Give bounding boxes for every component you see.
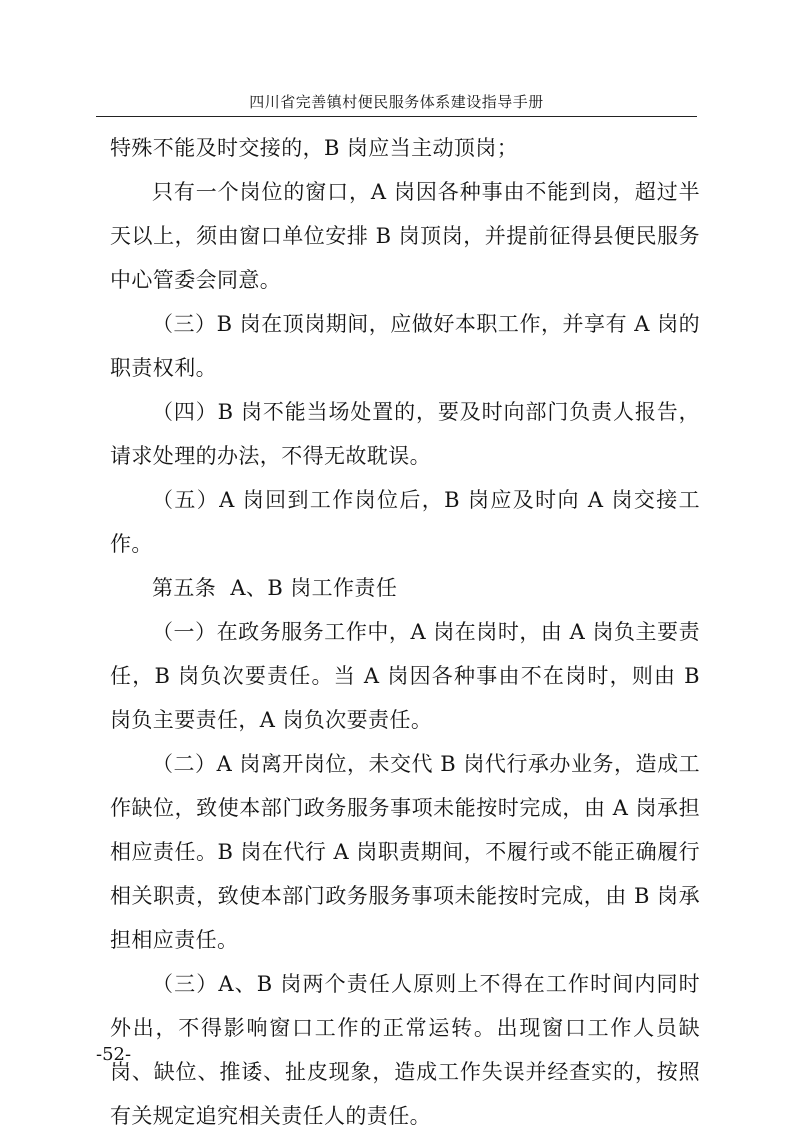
paragraph-responsibility-1: （一）在政务服务工作中，A 岗在岗时，由 A 岗负主要责任，B 岗负次要责任。当 A 岗因各种事由不在岗时，则由 B 岗负主要责任，A 岗负次要责任。 bbox=[110, 620, 700, 732]
paragraph-item-5: （五）A 岗回到工作岗位后，B 岗应及时向 A 岗交接工作。 bbox=[110, 488, 700, 556]
paragraph-single-window: 只有一个岗位的窗口，A 岗因各种事由不能到岗，超过半天以上，须由窗口单位安排 B 岗顶岗，并提前征得县便民服务中心管委会同意。 bbox=[110, 180, 700, 292]
paragraph-item-3: （三）B 岗在顶岗期间，应做好本职工作，并享有 A 岗的职责权利。 bbox=[110, 312, 700, 380]
paragraph-responsibility-3: （三）A、B 岗两个责任人原则上不得在工作时间内同时外出，不得影响窗口工作的正常运转。出现窗口工作人员缺岗、缺位、推诿、扯皮现象，造成工作失误并经查实的，按照有关规定追究相关责任人的责任。 bbox=[110, 972, 700, 1128]
header-rule bbox=[96, 116, 697, 117]
running-header: 四川省完善镇村便民服务体系建设指导手册 bbox=[249, 93, 544, 111]
paragraph-continuation: 特殊不能及时交接的，B 岗应当主动顶岗； bbox=[110, 136, 519, 160]
paragraph-responsibility-2: （二）A 岗离开岗位，未交代 B 岗代行承办业务，造成工作缺位，致使本部门政务服务事项未能按时完成，由 A 岗承担相应责任。B 岗在代行 A 岗职责期间，不履行或不能正确履行相关职责，致使本部门政务服务事项未能按时完成，由 B 岗承担相应责任。 bbox=[110, 752, 700, 952]
page-number: -52- bbox=[96, 1044, 132, 1065]
article-heading: 第五条 A、B 岗工作责任 bbox=[152, 576, 398, 600]
paragraph-item-4: （四）B 岗不能当场处置的，要及时向部门负责人报告，请求处理的办法，不得无故耽误。 bbox=[110, 400, 700, 468]
document-body bbox=[110, 126, 700, 1138]
